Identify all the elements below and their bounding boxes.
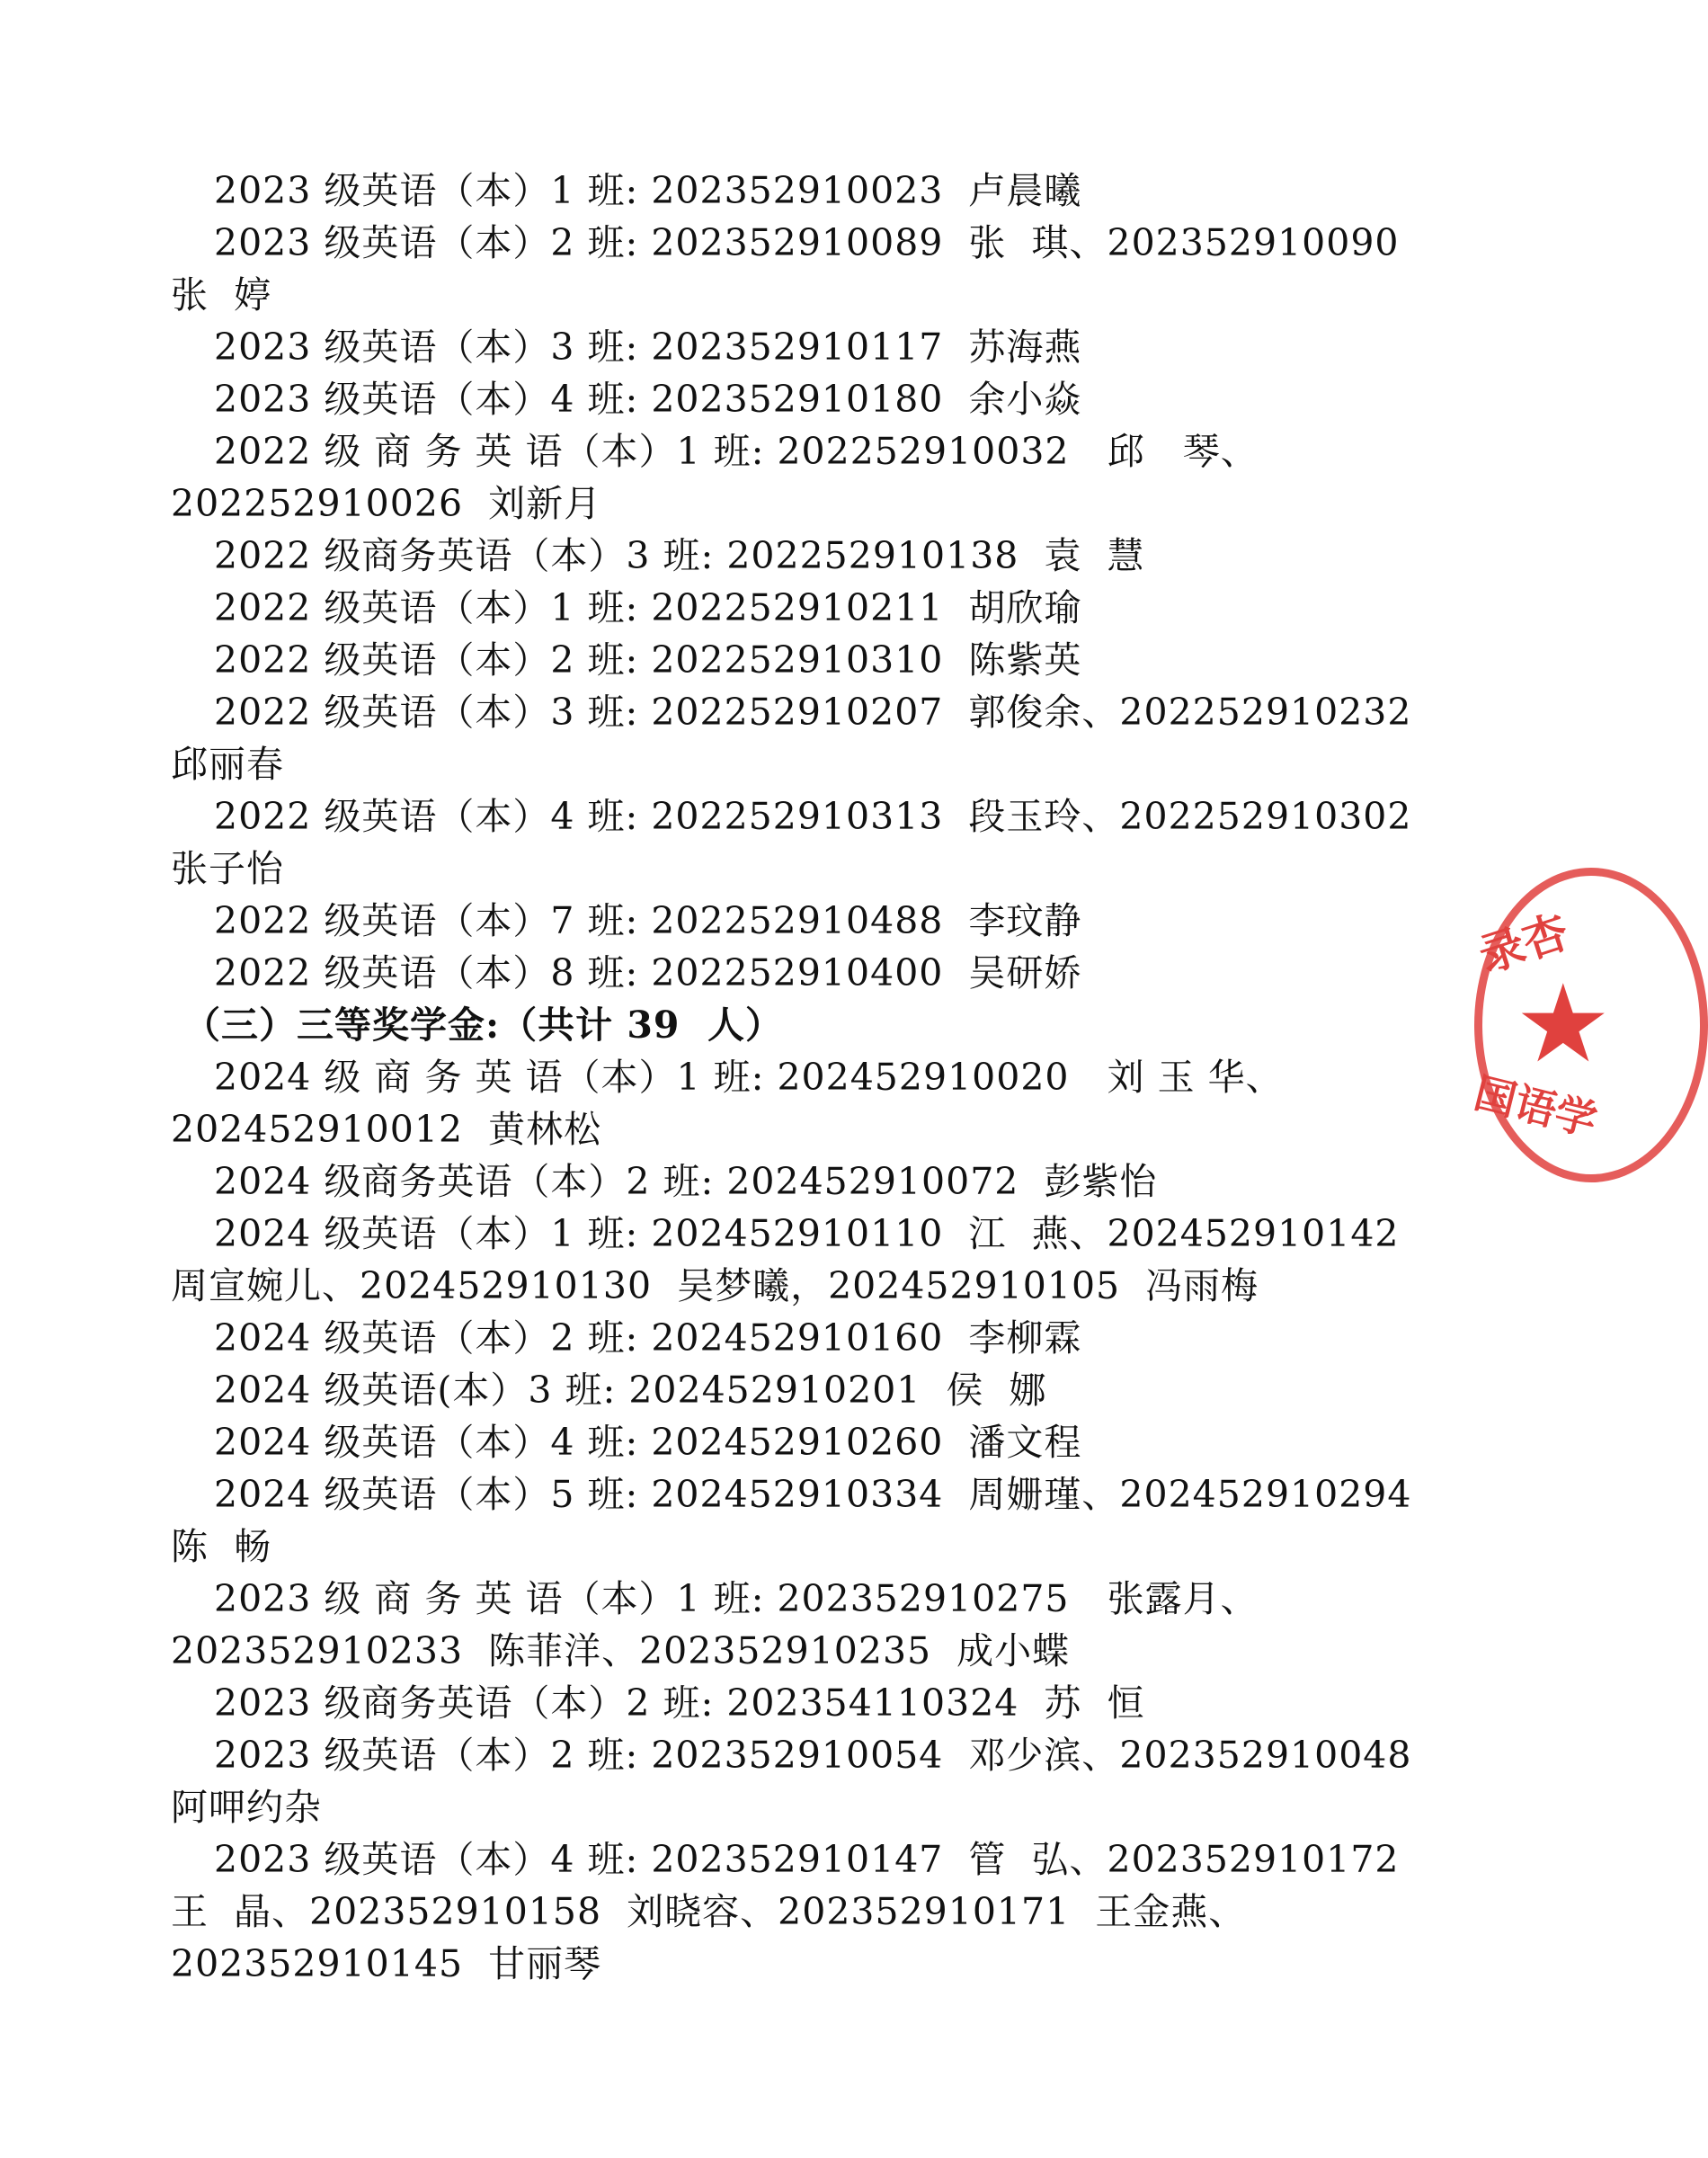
list-line: 2022 级英语（本）4 班: 202252910313 段玉玲、202252910302 — [214, 795, 1412, 838]
list-line: 2023 级商务英语（本）2 班: 202354110324 苏 恒 — [214, 1681, 1145, 1725]
list-line: 2024 级英语（本）2 班: 202452910160 李柳霖 — [214, 1316, 1082, 1360]
list-line-continuation: 张 婷 — [171, 273, 272, 317]
seal-star-icon: ★ — [1515, 962, 1612, 1087]
section-heading-third-prize: （三）三等奖学金:（共计 39 人） — [183, 1003, 784, 1047]
list-line-continuation: 202452910012 黄林松 — [171, 1108, 602, 1151]
list-line: 2022 级英语（本）7 班: 202252910488 李玟静 — [214, 899, 1082, 942]
seal-text-bottom: 国语学 — [1469, 1068, 1602, 1146]
list-line: 2023 级英语（本）2 班: 202352910089 张 琪、202352910090 — [214, 221, 1400, 264]
list-line: 2023 级英语（本）4 班: 202352910147 管 弘、202352910172 — [214, 1838, 1400, 1881]
list-line: 2024 级商务英语（本）2 班: 202452910072 彭紫怡 — [214, 1160, 1158, 1203]
list-line: 2023 级英语（本）3 班: 202352910117 苏海燕 — [214, 325, 1082, 369]
list-line: 2024 级英语（本）4 班: 202452910260 潘文程 — [214, 1421, 1082, 1464]
list-line: 2023 级英语（本）1 班: 202352910023 卢晨曦 — [214, 169, 1082, 212]
list-line-continuation: 张子怡 — [171, 847, 284, 890]
list-line: 2022 级英语（本）1 班: 202252910211 胡欣瑜 — [214, 586, 1082, 629]
list-line: 2023 级英语（本）2 班: 202352910054 邓少滨、202352910048 — [214, 1734, 1412, 1777]
list-line: 2024 级英语（本）1 班: 202452910110 江 燕、202452910142 — [214, 1212, 1400, 1255]
list-line: 2024 级英语（本）5 班: 202452910334 周姗瑾、202452910294 — [214, 1473, 1412, 1516]
list-line: 2022 级 商 务 英 语（本）1 班: 202252910032 邱 琴、 — [214, 430, 1259, 473]
list-line-continuation: 202352910233 陈菲洋、202352910235 成小蝶 — [171, 1629, 1071, 1672]
list-line-continuation: 邱丽春 — [171, 743, 284, 786]
list-line: 2022 级英语（本）8 班: 202252910400 吴研娇 — [214, 951, 1082, 994]
list-line: 2022 级英语（本）2 班: 202252910310 陈紫英 — [214, 638, 1082, 682]
list-line: 2022 级商务英语（本）3 班: 202252910138 袁 慧 — [214, 534, 1145, 577]
seal-text-top: 录杏 — [1472, 905, 1575, 983]
list-line: 2024 级英语(本）3 班: 202452910201 侯 娜 — [214, 1369, 1047, 1412]
list-line-continuation: 202252910026 刘新月 — [171, 482, 602, 525]
list-line-continuation: 周宣婉儿、202452910130 吴梦曦，202452910105 冯雨梅 — [171, 1264, 1259, 1307]
list-line: 2022 级英语（本）3 班: 202252910207 郭俊余、202252910232 — [214, 691, 1412, 734]
list-line: 2024 级 商 务 英 语（本）1 班: 202452910020 刘 玉 华、 — [214, 1056, 1284, 1099]
list-line-continuation: 202352910145 甘丽琴 — [171, 1942, 602, 1985]
scholarship-list — [171, 165, 1412, 1990]
list-line: 2023 级英语（本）4 班: 202352910180 余小焱 — [214, 378, 1082, 421]
list-line-continuation: 王 晶、202352910158 刘晓容、202352910171 王金燕、 — [171, 1890, 1247, 1933]
list-line: 2023 级 商 务 英 语（本）1 班: 202352910275 张露月、 — [214, 1577, 1259, 1620]
list-line-continuation: 陈 畅 — [171, 1525, 272, 1568]
list-line-continuation: 阿呷约杂 — [171, 1786, 322, 1829]
